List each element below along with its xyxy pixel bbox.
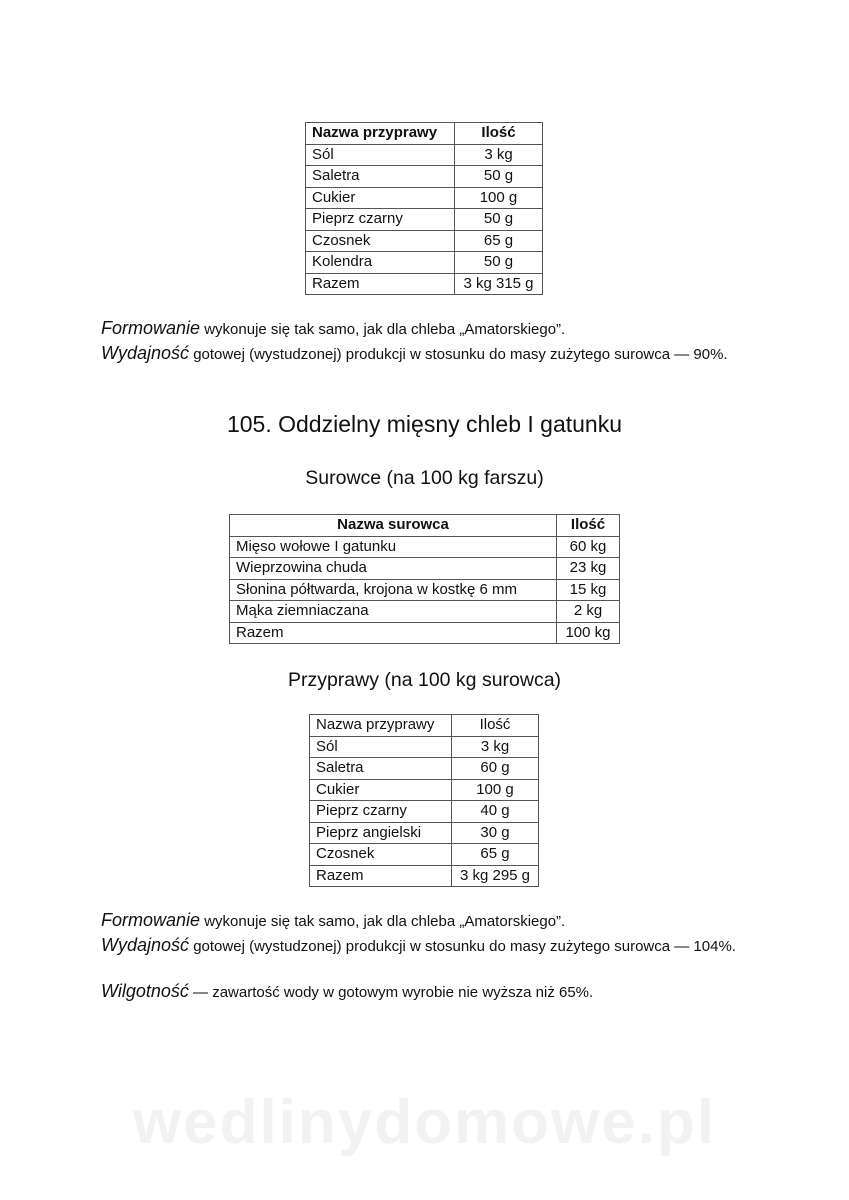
- formowanie-lead: Formowanie: [101, 910, 201, 930]
- table-row-total: [306, 273, 543, 295]
- spices-table: [309, 714, 539, 887]
- wydajnosc-text: gotowej (wystudzonej) produkcji w stosunku do masy zużytego surowca — 104%.: [189, 938, 736, 955]
- table-row: [306, 166, 543, 188]
- formowanie-text: wykonuje się tak samo, jak dla chleba „Amatorskiego”.: [200, 913, 566, 930]
- wydajnosc-lead: Wydajność: [101, 935, 190, 955]
- cell-name: Saletra: [310, 758, 452, 780]
- cell-name: Pieprz czarny: [310, 801, 452, 823]
- cell-name: Słonina półtwarda, krojona w kostkę 6 mm: [230, 579, 557, 601]
- formowanie-lead: Formowanie: [101, 318, 201, 338]
- cell-name: Czosnek: [306, 230, 455, 252]
- cell-amount: 40 g: [452, 801, 539, 823]
- cell-amount: 50 g: [455, 166, 543, 188]
- formowanie-text: wykonuje się tak samo, jak dla chleba „Amatorskiego”.: [200, 321, 566, 338]
- cell-name: Czosnek: [310, 844, 452, 866]
- watermark: wedlinydomowe.pl: [132, 1088, 717, 1157]
- cell-amount: 100 g: [455, 187, 543, 209]
- table-row: [310, 736, 539, 758]
- table-row: [230, 536, 620, 558]
- table-row: [230, 579, 620, 601]
- cell-name: Cukier: [306, 187, 455, 209]
- cell-name: Sól: [310, 736, 452, 758]
- cell-amount: 60 kg: [557, 536, 620, 558]
- cell-name: Sól: [306, 144, 455, 166]
- cell-name: Kolendra: [306, 252, 455, 274]
- cell-amount: 3 kg 295 g: [452, 865, 539, 887]
- cell-amount: 2 kg: [557, 601, 620, 623]
- cell-name: Razem: [230, 622, 557, 644]
- table-row: [310, 822, 539, 844]
- cell-amount: 30 g: [452, 822, 539, 844]
- cell-amount: 100 kg: [557, 622, 620, 644]
- formowanie-paragraph-1: [101, 317, 761, 341]
- cell-amount: 23 kg: [557, 558, 620, 580]
- formowanie-paragraph-2: [101, 909, 761, 933]
- table-row: [306, 144, 543, 166]
- cell-name: Wieprzowina chuda: [230, 558, 557, 580]
- table-header-row: [310, 715, 539, 737]
- cell-name: Pieprz czarny: [306, 209, 455, 231]
- cell-name: Saletra: [306, 166, 455, 188]
- wydajnosc-text: gotowej (wystudzonej) produkcji w stosunku do masy zużytego surowca — 90%.: [189, 346, 728, 363]
- cell-amount: 3 kg 315 g: [455, 273, 543, 295]
- cell-amount: 3 kg: [455, 144, 543, 166]
- table-row: [306, 252, 543, 274]
- table-row: [230, 558, 620, 580]
- column-header-name: Nazwa surowca: [230, 515, 557, 537]
- table-row: [310, 844, 539, 866]
- cell-name: Razem: [306, 273, 455, 295]
- table-header-row: [306, 123, 543, 145]
- cell-amount: 100 g: [452, 779, 539, 801]
- table-row: [306, 230, 543, 252]
- raw-materials-table: [229, 514, 620, 644]
- table-header-row: [230, 515, 620, 537]
- column-header-name: Nazwa przyprawy: [306, 123, 455, 145]
- cell-amount: 50 g: [455, 209, 543, 231]
- cell-amount: 50 g: [455, 252, 543, 274]
- wilgotnosc-lead: Wilgotność: [101, 981, 189, 1001]
- spices-table-previous: [305, 122, 543, 295]
- cell-amount: 65 g: [452, 844, 539, 866]
- wydajnosc-lead: Wydajność: [101, 343, 190, 363]
- wilgotnosc-paragraph: [101, 980, 761, 1004]
- cell-amount: 3 kg: [452, 736, 539, 758]
- cell-amount: 60 g: [452, 758, 539, 780]
- table-row-total: [230, 622, 620, 644]
- wilgotnosc-text: — zawartość wody w gotowym wyrobie nie wyższa niż 65%.: [188, 984, 594, 1001]
- table-row: [310, 779, 539, 801]
- surowce-subtitle: Surowce (na 100 kg farszu): [305, 467, 544, 489]
- recipe-title: 105. Oddzielny mięsny chleb I gatunku: [226, 411, 623, 437]
- cell-name: Cukier: [310, 779, 452, 801]
- column-header-amount: Ilość: [455, 123, 543, 145]
- cell-amount: 65 g: [455, 230, 543, 252]
- table-row: [310, 758, 539, 780]
- cell-name: Mąka ziemniaczana: [230, 601, 557, 623]
- cell-name: Pieprz angielski: [310, 822, 452, 844]
- table-row-total: [310, 865, 539, 887]
- table-row: [310, 801, 539, 823]
- column-header-name: Nazwa przyprawy: [310, 715, 452, 737]
- table-row: [306, 187, 543, 209]
- cell-name: Razem: [310, 865, 452, 887]
- table-row: [230, 601, 620, 623]
- przyprawy-subtitle: Przyprawy (na 100 kg surowca): [287, 669, 562, 691]
- cell-amount: 15 kg: [557, 579, 620, 601]
- cell-name: Mięso wołowe I gatunku: [230, 536, 557, 558]
- table-row: [306, 209, 543, 231]
- column-header-amount: Ilość: [557, 515, 620, 537]
- column-header-amount: Ilość: [452, 715, 539, 737]
- wydajnosc-paragraph-1: [101, 342, 761, 366]
- wydajnosc-paragraph-2: [101, 934, 761, 958]
